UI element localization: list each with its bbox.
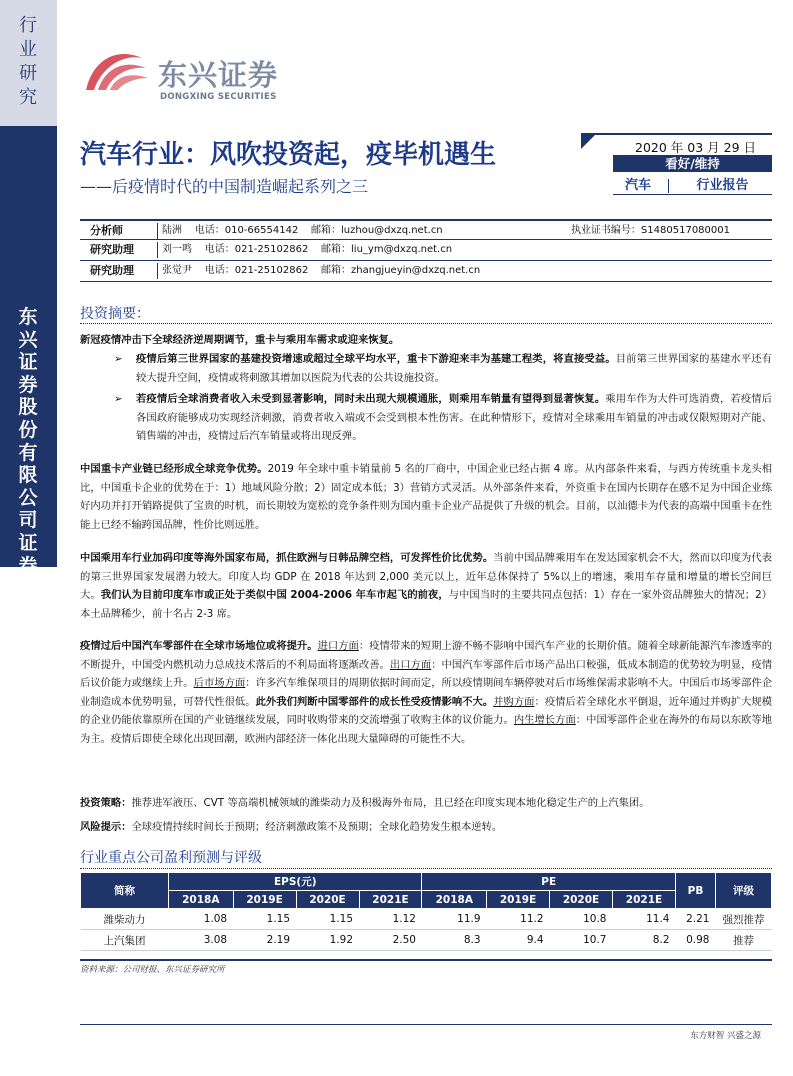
table-row	[81, 930, 772, 951]
divider	[80, 959, 772, 961]
company-name: 潍柴动力	[81, 909, 169, 930]
table-cell: 9.4	[487, 930, 550, 951]
p4-organic-text: ：中国零部件企业在海外的布局以东欧等地为主。疫情后即使全球化出现回潮，欧洲内部经济一体化出现大量障碍的可能性不大。	[80, 714, 773, 745]
report-type-label: 行业报告	[696, 178, 749, 193]
analyst-info: 张觉尹 电话：021-25102862 邮箱：zhangjueyin@dxzq.net.cn	[162, 265, 481, 276]
table-cell: 8.2	[613, 930, 676, 951]
pb-cell: 2.21	[676, 909, 716, 930]
divider	[157, 242, 158, 258]
rating-cell: 推荐	[716, 930, 772, 951]
sidebar-company-band	[0, 126, 57, 667]
bullet-paragraph-2	[80, 390, 772, 446]
report-meta-box	[581, 133, 772, 195]
analyst-role: 研究助理	[90, 243, 134, 256]
table-cell: 2.50	[359, 930, 422, 951]
sidebar-company-report: 东兴证券股份有限公司证券研究报告	[18, 306, 38, 667]
year-header: 2019E	[487, 891, 550, 909]
summary-heading: 投资摘要：	[80, 306, 150, 322]
bullet-1-text: 目前第三世界国家的基建水平还有较大提升空间，疫情或将刺激其增加以医院为代表的公共设施投资。	[136, 353, 773, 384]
table-cell: 1.08	[169, 909, 234, 930]
year-header: 2020E	[296, 891, 359, 909]
analyst-info: 刘一鸣 电话：021-25102862 邮箱：liu_ym@dxzq.net.cn	[162, 244, 453, 255]
logo-name-cn: 东兴证券	[158, 58, 279, 92]
risk-label: 风险提示：	[80, 821, 132, 833]
p3-bold: 中国乘用车行业加码印度等海外国家布局，抓住欧洲与日韩品牌空档，可发挥性价比优势。	[80, 552, 494, 564]
divider	[157, 263, 158, 279]
p3-bold-2: 我们认为目前印度车市或正处于类似中国 2004-2006 年车市起飞的前夜，	[100, 589, 449, 602]
table-year-row	[81, 891, 772, 909]
p4-organic-label: 内生增长方面	[513, 714, 576, 727]
year-header: 2021E	[359, 891, 422, 909]
p4-import-label: 进口方面	[317, 640, 359, 652]
p4-export-label: 出口方面	[389, 658, 432, 671]
table-cell: 1.15	[233, 909, 296, 930]
analyst-cert: 执业证书编号：S1480517080001	[570, 225, 730, 236]
bullet-2-text: 乘用车作为大件可选消费，若疫情后各国政府能够成功实现经济刺激，消费者收入端或不会受到根本性伤害。在此种情形下，疫情对全球乘用车销量的冲击或仅限短期对产能、销售端的冲击，疫情过后汽车销量或将出现反弹。	[136, 393, 773, 443]
pb-cell: 0.98	[676, 930, 716, 951]
industry-row	[613, 176, 772, 195]
industry-label: 汽车	[624, 178, 651, 193]
p4-ma-text: ：疫情后若全球化水平倒退，近年通过并购扩大规模的企业仍能依靠原所在国的产业链继续发展，同时收购带来的交流增强了收购主体的议价能力。	[80, 695, 773, 727]
bullet-2-bold: 若疫情后全球消费者收入未受到显著影响，同时未出现大规模通胀，则乘用车销量有望得到显著恢复。	[136, 393, 606, 405]
p4-export-text: ：中国汽车零部件后市场产品出口較强，低成本制造的优势较为明显，疫情后议价能力或继续上升。	[80, 658, 773, 690]
year-header: 2018A	[169, 891, 234, 909]
divider	[80, 323, 772, 324]
p4-import-text: ：疫情带来的短期上游不畅不影响中国汽车产业的长期价值。随着全球新能源汽车渗透率的不断提升，中国受内燃机动力总成技术落后的不利局面将逐渐改善。	[80, 640, 773, 671]
sidebar-category: 行业研究	[19, 15, 37, 108]
year-header: 2020E	[550, 891, 613, 909]
analyst-table	[80, 219, 772, 282]
bullet-1-bold: 疫情后第三世界国家的基建投资增速或超过全球平均水平，重卡下游迎来丰为基建工程类，将直接受益。	[136, 353, 616, 365]
analyst-role: 分析师	[90, 224, 123, 237]
paragraph-auto-parts	[80, 637, 772, 749]
p3-text-2: 与中国当时的主要共同点包括：1）存在一家外资品牌独大的情况；2）本土品牌稀少，前十名占 2-3 席。	[80, 589, 772, 620]
risk-warning	[80, 818, 772, 837]
table-cell: 1.12	[359, 909, 422, 930]
table-row	[81, 909, 772, 930]
p4-bold: 疫情过后中国汽车零部件在全球市场地位或将提升。	[80, 640, 318, 652]
divider	[80, 868, 772, 869]
rating-badge: 看好/维持	[613, 155, 772, 172]
dongxing-logo-icon	[80, 44, 152, 94]
bullet-paragraph-1	[80, 350, 772, 387]
report-subtitle: ——后疫情时代的中国制造崛起系列之三	[80, 177, 369, 196]
analyst-info: 陆洲 电话：010-66554142 邮箱：luzhou@dxzq.net.cn	[162, 225, 443, 236]
eps-header: EPS(元)	[169, 873, 422, 891]
table-source: 资料来源：公司财报、东兴证券研究所	[80, 965, 225, 975]
year-header: 2021E	[613, 891, 676, 909]
table-cell: 1.15	[296, 909, 359, 930]
table-cell: 2.19	[233, 930, 296, 951]
strategy-label: 投资策略：	[80, 797, 132, 809]
forecast-table	[80, 872, 772, 951]
table-cell: 11.4	[613, 909, 676, 930]
year-header: 2019E	[233, 891, 296, 909]
risk-text: 全球疫情持续时间长于预期；经济刺激政策不及预期；全球化趋势发生根本逆转。	[131, 821, 503, 833]
rating-cell: 强烈推荐	[716, 909, 772, 930]
p2-text: 2019 年全球中重卡销量前 5 名的厂商中，中国企业已经占据 4 席。从内部条件来看，与西方传统重卡龙头相比，中国重卡企业的优势在于：1）地域风险分散；2）固定成本低；3）营销方式灵活。从外部条件来看，外资重卡在国内长期存在感不足为中国企业练好内功并打开销路提供了宝贵的时机，而长期较为宽松的竞争条件则为国内重卡企业产品提供了升级的机会。目前，以汕德卡为代表的高端中国重卡在性能上已经不输跨国品牌，性价比则远胜。	[80, 463, 773, 531]
investment-strategy	[80, 794, 772, 813]
table-cell: 3.08	[169, 930, 234, 951]
forecast-table-heading: 行业重点公司盈利预测与评级	[80, 850, 262, 866]
report-date: 2020 年 03 月 29 日	[635, 140, 756, 155]
analyst-row	[80, 261, 772, 282]
table-cell: 11.9	[422, 909, 487, 930]
p3-text: 当前中国品牌乘用车在发达国家机会不大，然而以印度为代表的第三世界国家发展潜力较大。印度人均 GDP 在 2018 年达到 2,000 美元以上，近年总体保持了 5%以上的增速，乘用车存量和增量的增长空间巨大。	[80, 552, 773, 602]
p4-aftermarket-label: 后市场方面	[193, 677, 246, 690]
divider	[80, 1024, 772, 1025]
paragraph-heavy-truck	[80, 460, 772, 534]
sidebar-category-band	[0, 0, 57, 126]
rating-header: 评级	[716, 873, 772, 909]
table-cell: 11.2	[487, 909, 550, 930]
table-cell: 8.3	[422, 930, 487, 951]
p4-ma-label: 并购方面	[493, 695, 535, 708]
footer-slogan: 东方财智 兴盛之源	[690, 1031, 761, 1041]
table-cell: 1.92	[296, 930, 359, 951]
divider	[157, 223, 158, 239]
analyst-row	[80, 219, 772, 240]
strategy-text: 推荐进军液压、CVT 等高端机械领域的潍柴动力及积极海外布局，且已经在印度实现本地化稳定生产的上汽集团。	[131, 797, 650, 809]
paragraph-passenger-car	[80, 549, 772, 623]
bullet-arrow-icon: ➢	[114, 353, 123, 365]
table-header-row	[81, 873, 772, 891]
year-header: 2018A	[422, 891, 487, 909]
analyst-role: 研究助理	[90, 264, 134, 277]
table-cell: 10.7	[550, 930, 613, 951]
p4-aftermarket-text: ：许多汽车维保项目的周期依据时间而定，所以疫情期间车辆停驶对后市场维保需求影响不大。中国后市场零部件企业制造成本优势明显，可替代性很低。	[80, 677, 773, 708]
p2-bold: 中国重卡产业链已经形成全球竞争优势。	[80, 463, 268, 475]
company-name: 上汽集团	[81, 930, 169, 951]
analyst-row	[80, 240, 772, 261]
corner-triangle-icon	[581, 135, 595, 149]
divider	[668, 179, 669, 193]
col-name-header: 简称	[81, 873, 169, 909]
summary-lead-text: 新冠疫情冲击下全球经济逆周期调节，重卡与乘用车需求或迎来恢复。	[80, 334, 400, 346]
table-cell: 10.8	[550, 909, 613, 930]
pb-header: PB	[676, 873, 716, 909]
pe-header: PE	[422, 873, 676, 891]
p4-bold-2: 此外我们判断中国零部件的成长性受疫情影响不大。	[255, 695, 494, 708]
report-title: 汽车行业：风吹投资起，疫毕机遇生	[80, 140, 497, 170]
bullet-arrow-icon: ➢	[114, 393, 123, 405]
logo-name-en: DONGXING SECURITIES	[160, 92, 277, 102]
summary-lead	[80, 331, 772, 350]
